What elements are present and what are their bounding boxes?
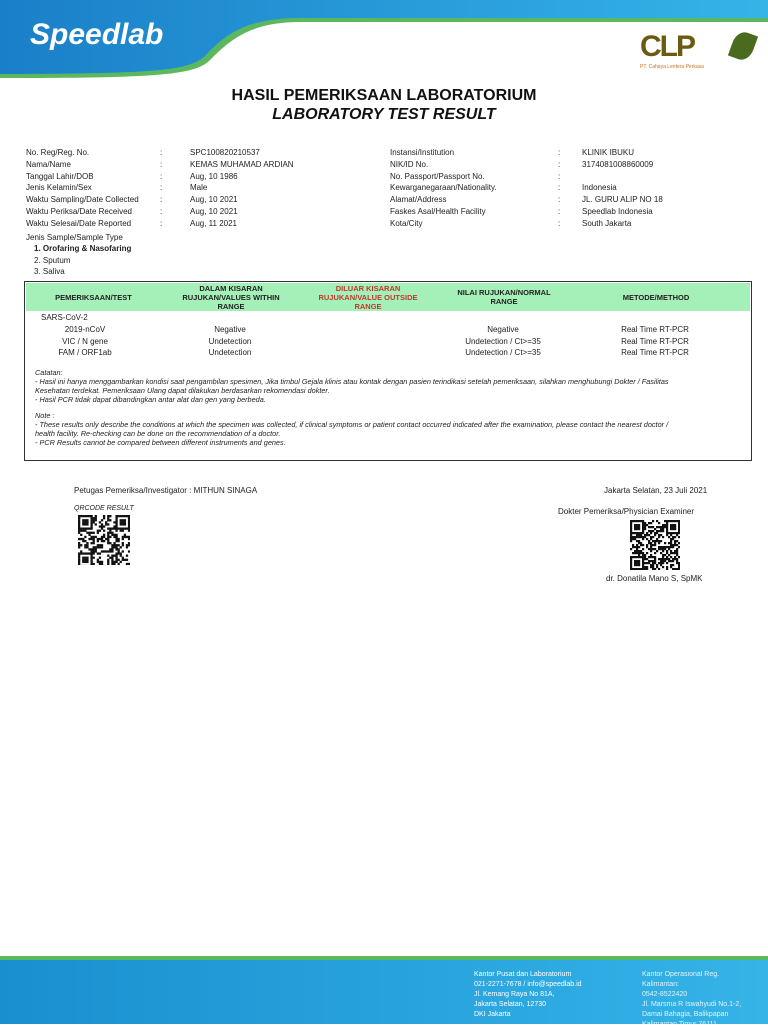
examiner-name: dr. Donatila Mano S, SpMK [606, 574, 703, 583]
info-colon: : [160, 172, 162, 181]
sample-type-label: Jenis Sample/Sample Type [26, 233, 123, 242]
info-colon: : [558, 183, 560, 192]
header-outside: DILUAR KISARAN RUJUKAN/VALUE OUTSIDE RANGE [318, 283, 418, 311]
footer-line: Kantor Pusat dan Laboratorium [474, 970, 582, 980]
info-label: Kewarganegaraan/Nationality. [390, 183, 497, 192]
footer-line: Jl. Marsma R Iswahyudi No.1-2, [642, 1000, 741, 1010]
info-colon: : [558, 148, 560, 157]
info-label: NIK/ID No. [390, 160, 428, 169]
clp-logo: CLP PT. Cahaya Lentera Perkasa [640, 30, 760, 70]
cell-within: Undetection [180, 348, 280, 357]
catatan-line: - Hasil PCR tidak dapat dibandingkan antar alat dan gen yang berbeda. [35, 395, 266, 404]
catatan-line: Kesehatan terdekat. Pemeriksaan Ulang dapat dilakukan berdasarkan rekomendasi dokter. [35, 386, 330, 395]
sample-type-item: 3. Saliva [34, 267, 65, 276]
note-title: Note : [35, 411, 54, 420]
footer-line: Kantor Operasional Reg. [642, 970, 741, 980]
footer-line: 021-2271-7678 / info@speedlab.id [474, 980, 582, 990]
results-table [24, 281, 752, 461]
info-value: South Jakarta [582, 219, 631, 228]
cell-method: Real Time RT-PCR [585, 325, 725, 334]
info-value: Indonesia [582, 183, 617, 192]
info-colon: : [160, 207, 162, 216]
info-colon: : [160, 160, 162, 169]
footer-line: Kalimantan Timur 76111 [642, 1020, 741, 1030]
info-label: Instansi/Institution [390, 148, 454, 157]
note-line: - These results only describe the conditions at which the specimen was collected, if clinical symptoms or patient contact occurred indicated after the examination, please contact the nearest doctor / [35, 420, 668, 429]
page-title: HASIL PEMERIKSAAN LABORATORIUM [0, 87, 768, 105]
info-value: KEMAS MUHAMAD ARDIAN [190, 160, 294, 169]
footer-line: Kalimantan: [642, 980, 741, 990]
table-header [26, 283, 750, 311]
footer-line: Jakarta Selatan, 12730 [474, 1000, 582, 1010]
cell-range: Undetection / Ct>=35 [453, 337, 553, 346]
info-colon: : [160, 219, 162, 228]
info-value: Male [190, 183, 207, 192]
header-range: NILAI RUJUKAN/NORMAL RANGE [454, 283, 554, 311]
info-label: Waktu Selesai/Date Reported [26, 219, 131, 228]
cell-range: Undetection / Ct>=35 [453, 348, 553, 357]
info-label: Alamat/Address [390, 195, 446, 204]
test-group: SARS-CoV-2 [41, 313, 88, 322]
place-date: Jakarta Selatan, 23 Juli 2021 [604, 486, 707, 495]
info-colon: : [558, 219, 560, 228]
cell-test: 2019-nCoV [25, 325, 145, 334]
info-label: Faskes Asal/Health Facility [390, 207, 486, 216]
cell-test: VIC / N gene [25, 337, 145, 346]
investigator: Petugas Pemeriksa/Investigator : MITHUN SINAGA [74, 486, 257, 495]
info-colon: : [558, 160, 560, 169]
info-label: Waktu Periksa/Date Received [26, 207, 132, 216]
cell-within: Negative [180, 325, 280, 334]
info-value: Speedlab Indonesia [582, 207, 653, 216]
info-colon: : [558, 207, 560, 216]
header-within: DALAM KISARAN RUJUKAN/VALUES WITHIN RANGE [181, 283, 281, 311]
info-label: No. Passport/Passport No. [390, 172, 485, 181]
footer [0, 956, 768, 1024]
info-colon: : [160, 148, 162, 157]
examiner-label: Dokter Pemeriksa/Physician Examiner [558, 507, 694, 516]
qr-code-examiner[interactable] [630, 520, 680, 570]
sample-type-item: 1. Orofaring & Nasofaring [34, 244, 131, 253]
cell-within: Undetection [180, 337, 280, 346]
catatan-line: - Hasil ini hanya menggambarkan kondisi saat pengambilan spesimen, Jika timbul Gejala klinis atau kontak dengan pasien terindikasi setelah pemeriksaan, silahkan menghubungi Dokter / Fasilitas [35, 377, 669, 386]
footer-line: DKI Jakarta [474, 1010, 582, 1020]
info-value: KLINIK IBUKU [582, 148, 634, 157]
info-label: Jenis Kelamin/Sex [26, 183, 92, 192]
info-label: Nama/Name [26, 160, 71, 169]
info-value: 3174081008860009 [582, 160, 653, 169]
cell-test: FAM / ORF1ab [25, 348, 145, 357]
footer-line: Damai Bahagia, Balikpapan [642, 1010, 741, 1020]
header-test: PEMERIKSAAN/TEST [26, 283, 161, 311]
info-value: Aug, 10 2021 [190, 195, 238, 204]
info-value: Aug, 11 2021 [190, 219, 237, 228]
note-line: health facility. Re-checking can be done on the recommendation of a doctor. [35, 429, 280, 438]
cell-method: Real Time RT-PCR [585, 348, 725, 357]
page-subtitle: LABORATORY TEST RESULT [0, 106, 768, 124]
catatan-title: Catatan: [35, 368, 63, 377]
info-value: JL. GURU ALIP NO 18 [582, 195, 663, 204]
cell-method: Real Time RT-PCR [585, 337, 725, 346]
speedlab-logo: Speedlab [30, 18, 163, 52]
info-colon: : [558, 172, 560, 181]
cell-range: Negative [453, 325, 553, 334]
sample-type-item: 2. Sputum [34, 256, 70, 265]
info-colon: : [160, 183, 162, 192]
note-line: - PCR Results cannot be compared between different instruments and genes. [35, 438, 286, 447]
header-method: METODE/METHOD [586, 283, 726, 311]
info-label: Kota/City [390, 219, 422, 228]
info-label: Tanggal Lahir/DOB [26, 172, 94, 181]
qr-code-result[interactable] [78, 515, 130, 565]
info-label: No. Reg/Reg. No. [26, 148, 89, 157]
info-colon: : [160, 195, 162, 204]
info-colon: : [558, 195, 560, 204]
info-value: SPC100820210537 [190, 148, 260, 157]
info-value: Aug, 10 1986 [190, 172, 238, 181]
footer-line: 0542-8522420 [642, 990, 741, 1000]
footer-line: Jl. Kemang Raya No 81A, [474, 990, 582, 1000]
qr-label: QRCODE RESULT [74, 505, 134, 512]
info-label: Waktu Sampling/Date Collected [26, 195, 139, 204]
info-value: Aug, 10 2021 [190, 207, 238, 216]
